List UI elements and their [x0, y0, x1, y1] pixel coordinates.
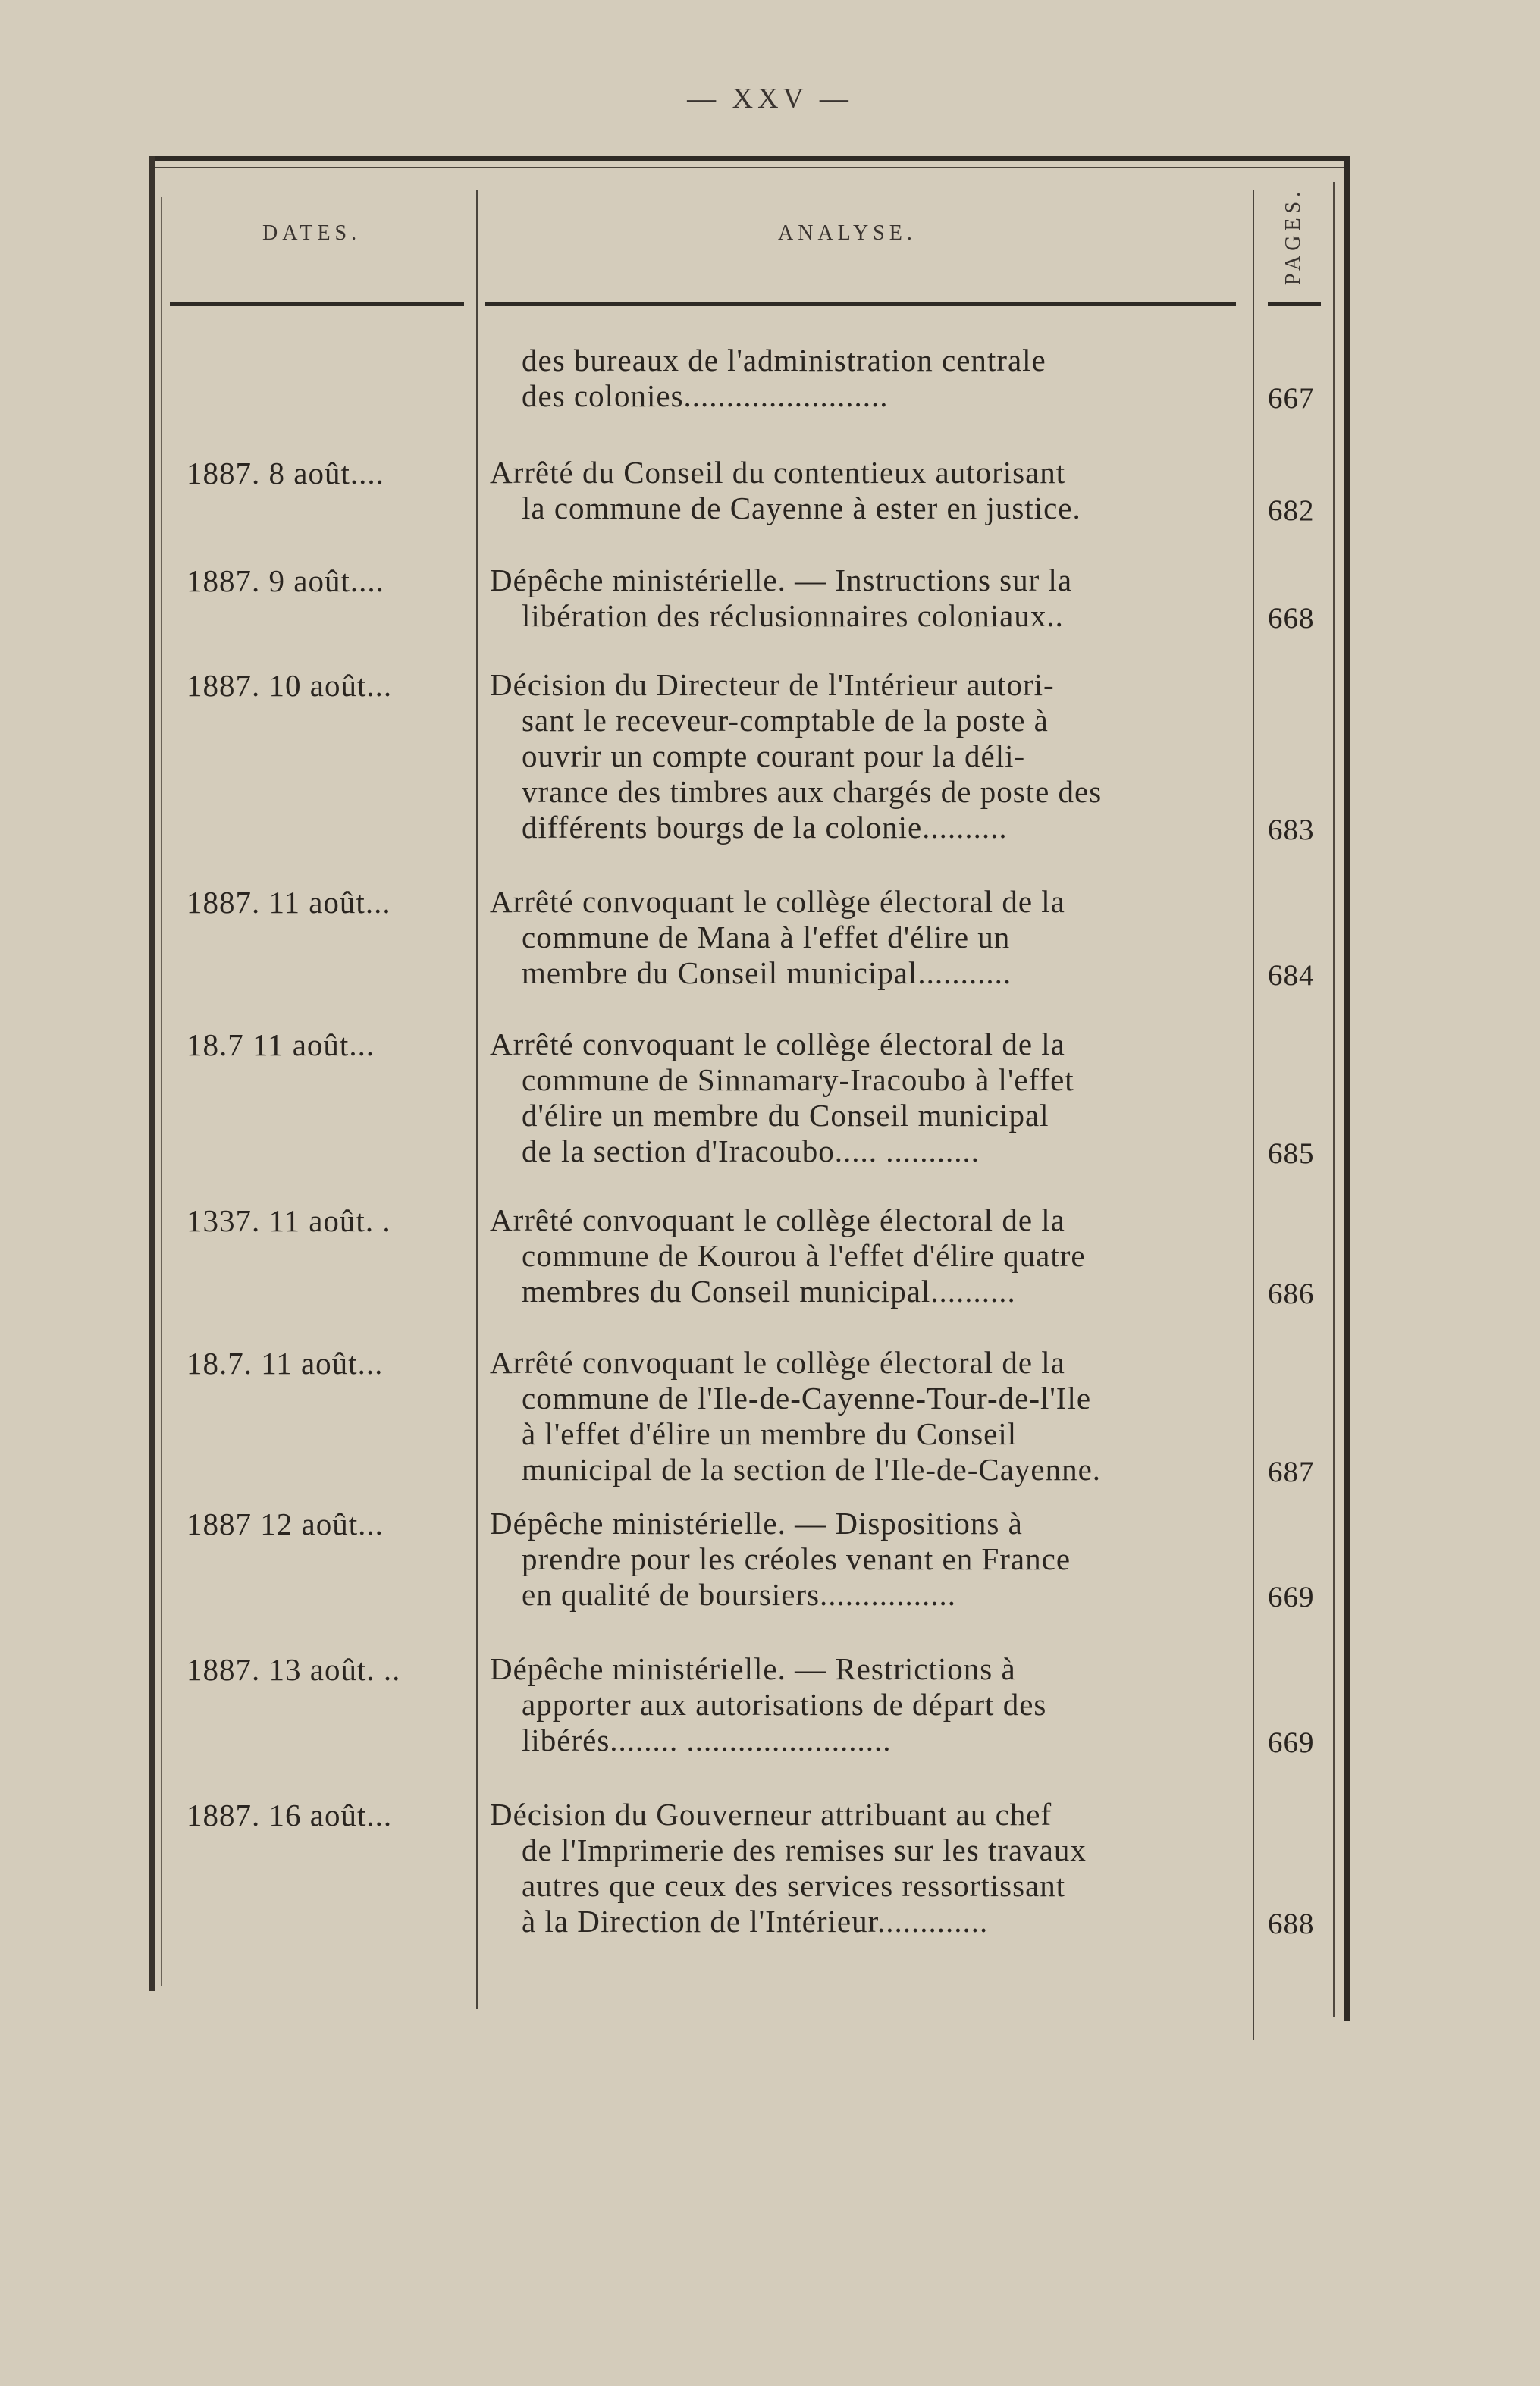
analysis-line: sant le receveur-comptable de la poste à: [522, 703, 1049, 738]
entry-analysis: [490, 1651, 1240, 1758]
entry-analysis: [490, 455, 1240, 526]
entry-date: 1887. 8 août....: [187, 456, 384, 491]
entry-date: 18.7. 11 août...: [187, 1346, 384, 1381]
analysis-line: de la section d'Iracoubo..... ...........: [522, 1133, 980, 1168]
analysis-line: à l'effet d'élire un membre du Conseil: [522, 1416, 1018, 1451]
entry-page-number: 688: [1268, 1908, 1315, 1940]
analysis-line: ouvrir un compte courant pour la déli-: [522, 738, 1026, 773]
entry-analysis: [490, 1027, 1240, 1169]
entry-page-number: 667: [1268, 382, 1315, 415]
analysis-line: la commune de Cayenne à ester en justice.: [522, 491, 1081, 525]
analysis-line: commune de l'Ile-de-Cayenne-Tour-de-l'Ile: [522, 1381, 1092, 1416]
header-dates: DATES.: [262, 221, 362, 245]
header-underline-analyse: [485, 302, 1236, 306]
analysis-line: des bureaux de l'administration centrale: [522, 343, 1046, 378]
header-analyse: ANALYSE.: [778, 221, 917, 245]
analysis-line: Décision du Gouverneur attribuant au chef: [490, 1797, 1052, 1832]
analysis-line: membres du Conseil municipal..........: [522, 1274, 1016, 1309]
analysis-line: d'élire un membre du Conseil municipal: [522, 1098, 1049, 1133]
entry-date: 1887. 9 août....: [187, 563, 384, 598]
analysis-line: vrance des timbres aux chargés de poste des: [522, 774, 1102, 809]
analysis-line: des colonies........................: [522, 378, 889, 413]
analysis-line: libération des réclusionnaires coloniaux..: [522, 598, 1064, 633]
frame-top-rule: [149, 156, 1350, 161]
entry-date: 1337. 11 août. .: [187, 1203, 391, 1238]
analysis-line: Arrêté convoquant le collège électoral de la: [490, 1202, 1065, 1237]
entry-page-number: 682: [1268, 494, 1315, 527]
frame-top-thin-rule: [149, 167, 1350, 168]
analysis-line: prendre pour les créoles venant en France: [522, 1541, 1071, 1576]
entry-date: 1887. 16 août...: [187, 1798, 393, 1833]
entry-page-number: 686: [1268, 1278, 1315, 1310]
page-number: — XXV —: [687, 83, 853, 114]
entry-date: 18.7 11 août...: [187, 1027, 375, 1062]
header-underline-pages: [1268, 302, 1321, 306]
analysis-line: commune de Sinnamary-Iracoubo à l'effet: [522, 1062, 1074, 1097]
entry-page-number: 669: [1268, 1726, 1315, 1759]
analysis-line: Arrêté convoquant le collège électoral de la: [490, 1027, 1065, 1061]
column-rule-dates: [476, 190, 478, 2009]
analysis-line: Dépêche ministérielle. — Instructions sur la: [490, 563, 1073, 597]
frame-right-inner-rule: [1333, 182, 1335, 2017]
entry-date: 1887. 13 août. ..: [187, 1652, 401, 1687]
entry-date: 1887. 10 août...: [187, 668, 393, 703]
analysis-line: apporter aux autorisations de départ des: [522, 1687, 1047, 1722]
analysis-line: Arrêté convoquant le collège électoral de la: [490, 884, 1065, 919]
entry-page-number: 687: [1268, 1456, 1315, 1488]
analysis-line: municipal de la section de l'Ile-de-Cayenne.: [522, 1452, 1102, 1487]
entry-page-number: 685: [1268, 1137, 1315, 1170]
header-underline-dates: [170, 302, 464, 306]
entry-page-number: 684: [1268, 959, 1315, 992]
analysis-line: à la Direction de l'Intérieur.............: [522, 1904, 989, 1939]
analysis-line: différents bourgs de la colonie..........: [522, 810, 1008, 845]
frame-right-rule: [1344, 156, 1350, 2021]
entry-analysis: [490, 343, 1240, 414]
entry-analysis: [490, 884, 1240, 991]
entry-analysis: [490, 667, 1240, 845]
entry-analysis: [490, 1797, 1240, 1939]
frame-left-inner-rule: [161, 197, 162, 1986]
header-pages: PAGES.: [1281, 187, 1305, 285]
entry-date: 1887 12 août...: [187, 1507, 384, 1541]
entry-page-number: 669: [1268, 1581, 1315, 1613]
analysis-line: de l'Imprimerie des remises sur les travaux: [522, 1833, 1087, 1867]
analysis-line: commune de Mana à l'effet d'élire un: [522, 920, 1011, 955]
column-rule-analyse: [1253, 190, 1254, 2040]
analysis-line: membre du Conseil municipal...........: [522, 955, 1012, 990]
entry-analysis: [490, 1202, 1240, 1309]
analysis-line: libérés........ ........................: [522, 1723, 892, 1757]
analysis-line: Dépêche ministérielle. — Dispositions à: [490, 1506, 1023, 1541]
entry-page-number: 683: [1268, 814, 1315, 846]
analysis-line: Dépêche ministérielle. — Restrictions à: [490, 1651, 1016, 1686]
analysis-line: Arrêté convoquant le collège électoral de la: [490, 1345, 1065, 1380]
analysis-line: autres que ceux des services ressortissant: [522, 1868, 1066, 1903]
analysis-line: Décision du Directeur de l'Intérieur autori-: [490, 667, 1055, 702]
entry-analysis: [490, 1345, 1240, 1488]
entry-date: 1887. 11 août...: [187, 885, 391, 920]
entry-analysis: [490, 563, 1240, 634]
entry-page-number: 668: [1268, 602, 1315, 635]
entry-analysis: [490, 1506, 1240, 1613]
analysis-line: Arrêté du Conseil du contentieux autorisant: [490, 455, 1066, 490]
analysis-line: commune de Kourou à l'effet d'élire quatre: [522, 1238, 1086, 1273]
analysis-line: en qualité de boursiers................: [522, 1577, 957, 1612]
frame-left-rule: [149, 156, 155, 1991]
